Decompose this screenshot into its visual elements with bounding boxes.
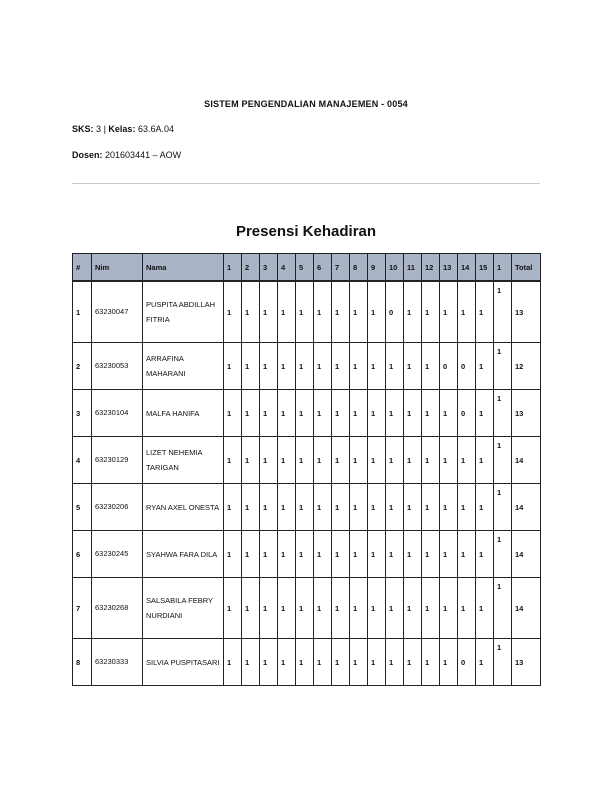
attendance-cell: 1 — [386, 578, 404, 639]
attendance-cell: 1 — [476, 578, 494, 639]
attendance-cell: 1 — [314, 484, 332, 531]
attendance-cell: 1 — [314, 531, 332, 578]
nim-cell: 63230206 — [92, 484, 143, 531]
attendance-cell: 1 — [224, 578, 242, 639]
attendance-cell: 1 — [332, 390, 350, 437]
attendance-cell: 1 — [476, 437, 494, 484]
attendance-cell: 1 — [260, 578, 278, 639]
attendance-cell: 1 — [386, 343, 404, 390]
attendance-cell: 1 — [260, 281, 278, 343]
attendance-cell: 1 — [242, 281, 260, 343]
attendance-cell: 1 — [386, 639, 404, 686]
attendance-cell: 1 — [476, 484, 494, 531]
table-row — [73, 578, 541, 639]
nim-cell: 63230104 — [92, 390, 143, 437]
attendance-cell: 1 — [422, 390, 440, 437]
nim-cell: 63230268 — [92, 578, 143, 639]
attendance-cell: 1 — [260, 437, 278, 484]
attendance-cell: 0 — [458, 639, 476, 686]
course-title: SISTEM PENGENDALIAN MANAJEMEN - 0054 — [204, 99, 408, 109]
attendance-cell: 1 — [332, 639, 350, 686]
table-row — [73, 437, 541, 484]
column-header: 13 — [440, 254, 458, 282]
attendance-cell: 1 — [224, 639, 242, 686]
attendance-cell: 0 — [458, 343, 476, 390]
attendance-cell: 1 — [368, 437, 386, 484]
attendance-cell: 1 — [494, 437, 512, 484]
attendance-cell: 1 — [440, 639, 458, 686]
attendance-cell: 1 — [368, 343, 386, 390]
column-header: 8 — [350, 254, 368, 282]
attendance-cell: 1 — [260, 639, 278, 686]
attendance-cell: 1 — [440, 484, 458, 531]
column-header: 1 — [224, 254, 242, 282]
attendance-cell: 1 — [476, 390, 494, 437]
nim-cell: 63230245 — [92, 531, 143, 578]
column-header: 14 — [458, 254, 476, 282]
attendance-cell: 1 — [494, 531, 512, 578]
attendance-cell: 1 — [242, 390, 260, 437]
attendance-cell: 1 — [242, 437, 260, 484]
attendance-cell: 1 — [296, 390, 314, 437]
attendance-cell: 1 — [296, 281, 314, 343]
attendance-cell: 1 — [404, 390, 422, 437]
attendance-cell: 1 — [278, 343, 296, 390]
nim-cell: 63230333 — [92, 639, 143, 686]
row-number-cell: 4 — [73, 437, 92, 484]
attendance-cell: 1 — [314, 639, 332, 686]
column-header: 6 — [314, 254, 332, 282]
attendance-cell: 1 — [440, 390, 458, 437]
row-number-cell: 8 — [73, 639, 92, 686]
attendance-cell: 1 — [386, 484, 404, 531]
row-number-cell: 5 — [73, 484, 92, 531]
attendance-cell: 1 — [260, 484, 278, 531]
attendance-cell: 1 — [332, 531, 350, 578]
column-header: 1 — [494, 254, 512, 282]
attendance-cell: 1 — [422, 578, 440, 639]
attendance-cell: 1 — [458, 484, 476, 531]
attendance-cell: 1 — [404, 484, 422, 531]
column-header: 12 — [422, 254, 440, 282]
row-number-cell: 1 — [73, 281, 92, 343]
section-title: Presensi Kehadiran — [235, 223, 377, 240]
attendance-cell: 1 — [386, 390, 404, 437]
header-divider — [72, 183, 540, 184]
attendance-cell: 1 — [332, 343, 350, 390]
column-header: 4 — [278, 254, 296, 282]
row-number-cell: 7 — [73, 578, 92, 639]
student-name-cell: RYAN AXEL ONESTA — [143, 484, 224, 531]
attendance-cell: 1 — [350, 437, 368, 484]
total-cell: 13 — [512, 639, 541, 686]
attendance-cell: 1 — [278, 484, 296, 531]
lecturer-line — [72, 150, 181, 160]
attendance-cell: 1 — [368, 578, 386, 639]
total-cell: 14 — [512, 437, 541, 484]
attendance-cell: 1 — [296, 578, 314, 639]
attendance-cell: 1 — [476, 639, 494, 686]
attendance-cell: 1 — [332, 437, 350, 484]
student-name-cell: PUSPITA ABDILLAH FITRIA — [143, 281, 224, 343]
attendance-cell: 1 — [224, 484, 242, 531]
table-row — [73, 390, 541, 437]
attendance-cell: 1 — [440, 281, 458, 343]
attendance-cell: 1 — [404, 639, 422, 686]
attendance-cell: 1 — [260, 343, 278, 390]
attendance-cell: 1 — [224, 390, 242, 437]
student-name-cell: ARRAFINA MAHARANI — [143, 343, 224, 390]
attendance-cell: 1 — [350, 484, 368, 531]
attendance-cell: 1 — [332, 578, 350, 639]
attendance-cell: 1 — [458, 578, 476, 639]
table-header-row — [73, 254, 541, 282]
attendance-cell: 1 — [296, 437, 314, 484]
attendance-cell: 1 — [224, 531, 242, 578]
attendance-cell: 1 — [494, 484, 512, 531]
attendance-cell: 1 — [350, 390, 368, 437]
sks-label: SKS: — [72, 124, 94, 134]
attendance-cell: 1 — [368, 484, 386, 531]
attendance-cell: 1 — [314, 281, 332, 343]
attendance-cell: 1 — [278, 578, 296, 639]
attendance-cell: 1 — [224, 281, 242, 343]
attendance-cell: 0 — [440, 343, 458, 390]
attendance-cell: 1 — [296, 484, 314, 531]
row-number-cell: 6 — [73, 531, 92, 578]
attendance-cell: 1 — [404, 437, 422, 484]
attendance-cell: 1 — [422, 437, 440, 484]
attendance-cell: 1 — [368, 390, 386, 437]
attendance-cell: 1 — [440, 578, 458, 639]
attendance-cell: 1 — [350, 531, 368, 578]
kelas-value: 63.6A.04 — [137, 124, 174, 134]
attendance-cell: 1 — [494, 281, 512, 343]
attendance-cell: 1 — [224, 437, 242, 484]
student-name-cell: MALFA HANIFA — [143, 390, 224, 437]
attendance-cell: 1 — [422, 639, 440, 686]
dosen-value: 201603441 – AOW — [105, 150, 182, 160]
attendance-cell: 1 — [476, 281, 494, 343]
total-cell: 13 — [512, 390, 541, 437]
attendance-cell: 1 — [494, 578, 512, 639]
column-header: 10 — [386, 254, 404, 282]
attendance-cell: 1 — [296, 531, 314, 578]
column-header: # — [73, 254, 92, 282]
attendance-cell: 1 — [440, 531, 458, 578]
column-header: 9 — [368, 254, 386, 282]
attendance-cell: 1 — [314, 578, 332, 639]
attendance-cell: 1 — [422, 281, 440, 343]
attendance-cell: 0 — [386, 281, 404, 343]
attendance-cell: 1 — [278, 281, 296, 343]
kelas-label: Kelas: — [108, 124, 136, 134]
column-header: 11 — [404, 254, 422, 282]
student-name-cell: SALSABILA FEBRY NURDIANI — [143, 578, 224, 639]
attendance-cell: 1 — [332, 281, 350, 343]
attendance-cell: 1 — [242, 578, 260, 639]
attendance-cell: 1 — [350, 578, 368, 639]
table-row — [73, 639, 541, 686]
attendance-cell: 1 — [278, 639, 296, 686]
total-cell: 14 — [512, 484, 541, 531]
attendance-cell: 1 — [368, 531, 386, 578]
attendance-cell: 1 — [314, 390, 332, 437]
attendance-cell: 1 — [494, 343, 512, 390]
column-header: 2 — [242, 254, 260, 282]
attendance-cell: 1 — [260, 531, 278, 578]
attendance-cell: 1 — [350, 639, 368, 686]
attendance-cell: 1 — [422, 484, 440, 531]
attendance-cell: 1 — [350, 281, 368, 343]
attendance-cell: 1 — [314, 437, 332, 484]
attendance-cell: 1 — [224, 343, 242, 390]
row-number-cell: 2 — [73, 343, 92, 390]
dosen-label: Dosen: — [72, 150, 103, 160]
attendance-cell: 1 — [386, 531, 404, 578]
attendance-cell: 1 — [260, 390, 278, 437]
attendance-cell: 1 — [368, 281, 386, 343]
attendance-cell: 1 — [296, 639, 314, 686]
attendance-cell: 1 — [242, 639, 260, 686]
column-header: Nama — [143, 254, 224, 282]
attendance-cell: 1 — [314, 343, 332, 390]
column-header: 7 — [332, 254, 350, 282]
attendance-cell: 1 — [368, 639, 386, 686]
table-row — [73, 531, 541, 578]
attendance-cell: 1 — [242, 531, 260, 578]
attendance-cell: 1 — [404, 281, 422, 343]
total-cell: 14 — [512, 578, 541, 639]
column-header: Nim — [92, 254, 143, 282]
attendance-cell: 1 — [494, 639, 512, 686]
student-name-cell: SILVIA PUSPITASARI — [143, 639, 224, 686]
column-header: 15 — [476, 254, 494, 282]
attendance-cell: 1 — [278, 390, 296, 437]
course-meta-line — [72, 124, 174, 134]
attendance-cell: 1 — [440, 437, 458, 484]
attendance-cell: 1 — [458, 281, 476, 343]
total-cell: 13 — [512, 281, 541, 343]
attendance-cell: 1 — [332, 484, 350, 531]
table-row — [73, 281, 541, 343]
attendance-cell: 1 — [350, 343, 368, 390]
table-row — [73, 343, 541, 390]
attendance-cell: 1 — [458, 437, 476, 484]
table-body — [73, 281, 541, 686]
attendance-cell: 1 — [278, 531, 296, 578]
nim-cell: 63230129 — [92, 437, 143, 484]
attendance-cell: 1 — [476, 531, 494, 578]
attendance-cell: 1 — [242, 484, 260, 531]
attendance-cell: 1 — [296, 343, 314, 390]
attendance-table — [72, 253, 541, 686]
column-header: 5 — [296, 254, 314, 282]
student-name-cell: LIZET NEHEMIA TARIGAN — [143, 437, 224, 484]
attendance-cell: 1 — [404, 578, 422, 639]
attendance-cell: 1 — [494, 390, 512, 437]
total-cell: 12 — [512, 343, 541, 390]
sks-value: 3 — [96, 124, 102, 134]
nim-cell: 63230047 — [92, 281, 143, 343]
column-header: Total — [512, 254, 541, 282]
nim-cell: 63230053 — [92, 343, 143, 390]
column-header: 3 — [260, 254, 278, 282]
attendance-cell: 1 — [242, 343, 260, 390]
table-row — [73, 484, 541, 531]
attendance-cell: 1 — [476, 343, 494, 390]
attendance-cell: 1 — [404, 343, 422, 390]
total-cell: 14 — [512, 531, 541, 578]
attendance-cell: 1 — [422, 531, 440, 578]
attendance-cell: 1 — [422, 343, 440, 390]
attendance-cell: 1 — [458, 531, 476, 578]
attendance-cell: 1 — [278, 437, 296, 484]
meta-separator: | — [103, 124, 106, 134]
attendance-cell: 0 — [458, 390, 476, 437]
attendance-cell: 1 — [404, 531, 422, 578]
row-number-cell: 3 — [73, 390, 92, 437]
student-name-cell: SYAHWA FARA DILA — [143, 531, 224, 578]
attendance-cell: 1 — [386, 437, 404, 484]
